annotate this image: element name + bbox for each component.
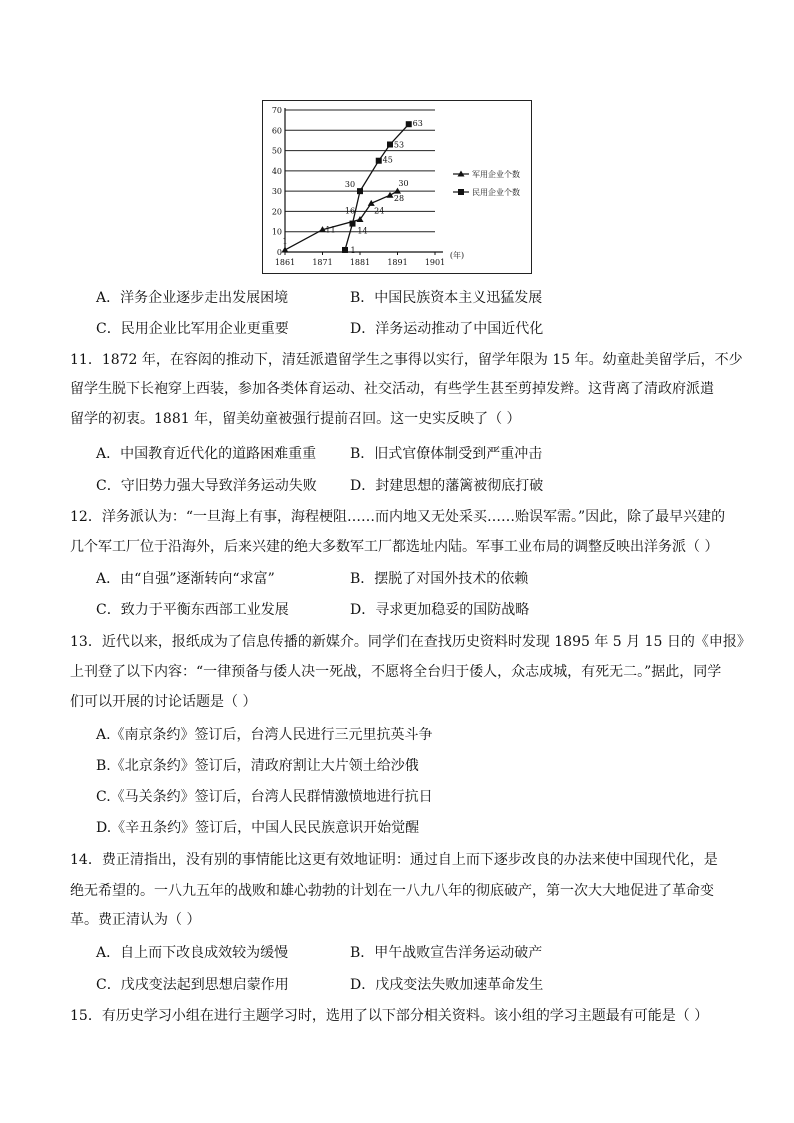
data-label: 63: [412, 119, 423, 129]
y-tick-label: 20: [271, 207, 282, 217]
q10-option-a: A．洋务企业逐步走出发展困境: [96, 290, 289, 306]
y-tick-label: 10: [271, 227, 282, 237]
q11-stem-line2: 留学生脱下长袍穿上西装，参加各类体育运动、社交活动，有些学生甚至剪掉发辫。这背离了清政府派遣: [70, 381, 714, 397]
q11-stem-line3: 留学的初衷。1881 年，留美幼童被强行提前召回。这一史实反映了（ ）: [70, 411, 521, 427]
q11-option-a: A．中国教育近代化的道路困难重重: [96, 446, 317, 462]
legend-label: 军用企业个数: [472, 170, 520, 179]
data-label: 24: [374, 206, 385, 216]
data-label: 16: [344, 206, 356, 216]
q14-stem-line1: 14．费正清指出，没有别的事情能比这更有效地证明：通过自上而下逐步改良的办法来使中国现代化，是: [70, 852, 718, 868]
data-label: 28: [393, 194, 405, 204]
y-tick-label: 0: [276, 248, 282, 257]
data-label: 30: [344, 180, 356, 190]
q14-option-a: A．自上而下改良成效较为缓慢: [96, 945, 289, 961]
q13-option-b: B.《北京条约》签订后，清政府割让大片领土给沙俄: [96, 758, 419, 774]
civil-point-marker: [357, 188, 363, 194]
legend-label: 民用企业个数: [472, 188, 520, 197]
data-label: 53: [393, 140, 405, 150]
y-tick-label: 60: [271, 126, 282, 136]
q12-option-a: A．由“自强”逐渐转向“求富”: [96, 571, 275, 587]
q12-option-b: B．摆脱了对国外技术的依赖: [350, 571, 529, 587]
x-tick-label: 1871: [312, 258, 333, 267]
enterprise-count-chart: [262, 100, 532, 274]
civil-point-marker: [406, 121, 412, 127]
data-label: 30: [398, 179, 409, 189]
x-axis-unit: (年): [449, 251, 465, 260]
military-point-marker: [282, 246, 289, 252]
q14-stem-line2: 绝无希望的。一八九五年的战败和雄心勃勃的计划在一八九八年的彻底破产，第一次大大地促进了革命变: [70, 883, 714, 899]
legend-square-icon: [458, 189, 464, 195]
y-tick-label: 30: [271, 187, 282, 197]
x-tick-label: 1891: [387, 258, 408, 267]
q12-option-c: C．致力于平衡东西部工业发展: [96, 602, 289, 618]
q11-option-b: B．旧式官僚体制受到严重冲击: [350, 446, 543, 462]
q11-option-d: D．封建思想的藩篱被彻底打破: [350, 478, 544, 494]
data-label: 1: [350, 245, 356, 255]
q13-option-d: D.《辛丑条约》签订后，中国人民民族意识开始觉醒: [96, 820, 420, 836]
x-tick-label: 1861: [274, 258, 296, 267]
series-line-1: [285, 191, 398, 250]
q10-option-b: B．中国民族资本主义迅猛发展: [350, 290, 543, 306]
q10-option-d: D．洋务运动推动了中国近代化: [350, 321, 544, 337]
q10-option-c: C．民用企业比军用企业更重要: [96, 321, 289, 337]
chart-svg: [263, 101, 531, 273]
data-label: 14: [357, 226, 368, 236]
y-tick-label: 40: [271, 166, 282, 176]
civil-point-marker: [350, 221, 356, 227]
q11-option-c: C．守旧势力强大导致洋务运动失败: [96, 478, 317, 494]
q13-stem-line1: 13．近代以来，报纸成为了信息传播的新媒介。同学们在查找历史资料时发现 1895 年 5 月 15 日的《申报》: [70, 634, 751, 650]
q14-stem-line3: 革。费正清认为（ ）: [70, 912, 201, 928]
q11-stem-line1: 11．1872 年，在容闳的推动下，清廷派遣留学生之事得以实行，留学年限为 15 年。幼童赴美留学后，不少: [70, 352, 743, 368]
data-label: 1: [282, 236, 288, 246]
y-tick-label: 50: [271, 146, 282, 156]
x-tick-label: 1901: [424, 258, 446, 267]
q14-option-d: D．戊戌变法失败加速革命发生: [350, 977, 544, 993]
data-label: 11: [325, 225, 336, 235]
y-tick-label: 70: [271, 106, 282, 115]
data-label: 45: [382, 155, 393, 165]
military-point-marker: [394, 188, 401, 194]
q12-stem-line2: 几个军工厂位于沿海外，后来兴建的绝大多数军工厂都选址内陆。军事工业布局的调整反映出洋务派（ ）: [70, 539, 719, 555]
q13-option-a: A.《南京条约》签订后，台湾人民进行三元里抗英斗争: [96, 727, 433, 743]
q12-option-d: D．寻求更加稳妥的国防战略: [350, 602, 530, 618]
x-tick-label: 1881: [349, 258, 371, 267]
q14-option-b: B．甲午战败宣告洋务运动破产: [350, 945, 543, 961]
q15-stem-line1: 15．有历史学习小组在进行主题学习时，选用了以下部分相关资料。该小组的学习主题最有可能是（ ）: [70, 1008, 709, 1024]
military-point-marker: [387, 192, 394, 198]
civil-point-marker: [342, 247, 348, 253]
q13-option-c: C.《马关条约》签订后，台湾人民群情激愤地进行抗日: [96, 789, 433, 805]
civil-point-marker: [376, 158, 382, 164]
q13-stem-line2: 上刊登了以下内容：“一律预备与倭人决一死战，不愿将全台归于倭人，众志成城，有死无二。”据此，同学: [70, 664, 722, 680]
q13-stem-line3: 们可以开展的讨论话题是（ ）: [70, 694, 257, 710]
q14-option-c: C．戊戌变法起到思想启蒙作用: [96, 977, 289, 993]
q12-stem-line1: 12．洋务派认为：“一旦海上有事，海程梗阻……而内地又无处采买……贻误军需。”因此，除了最早兴建的: [70, 509, 726, 525]
civil-point-marker: [387, 141, 393, 147]
